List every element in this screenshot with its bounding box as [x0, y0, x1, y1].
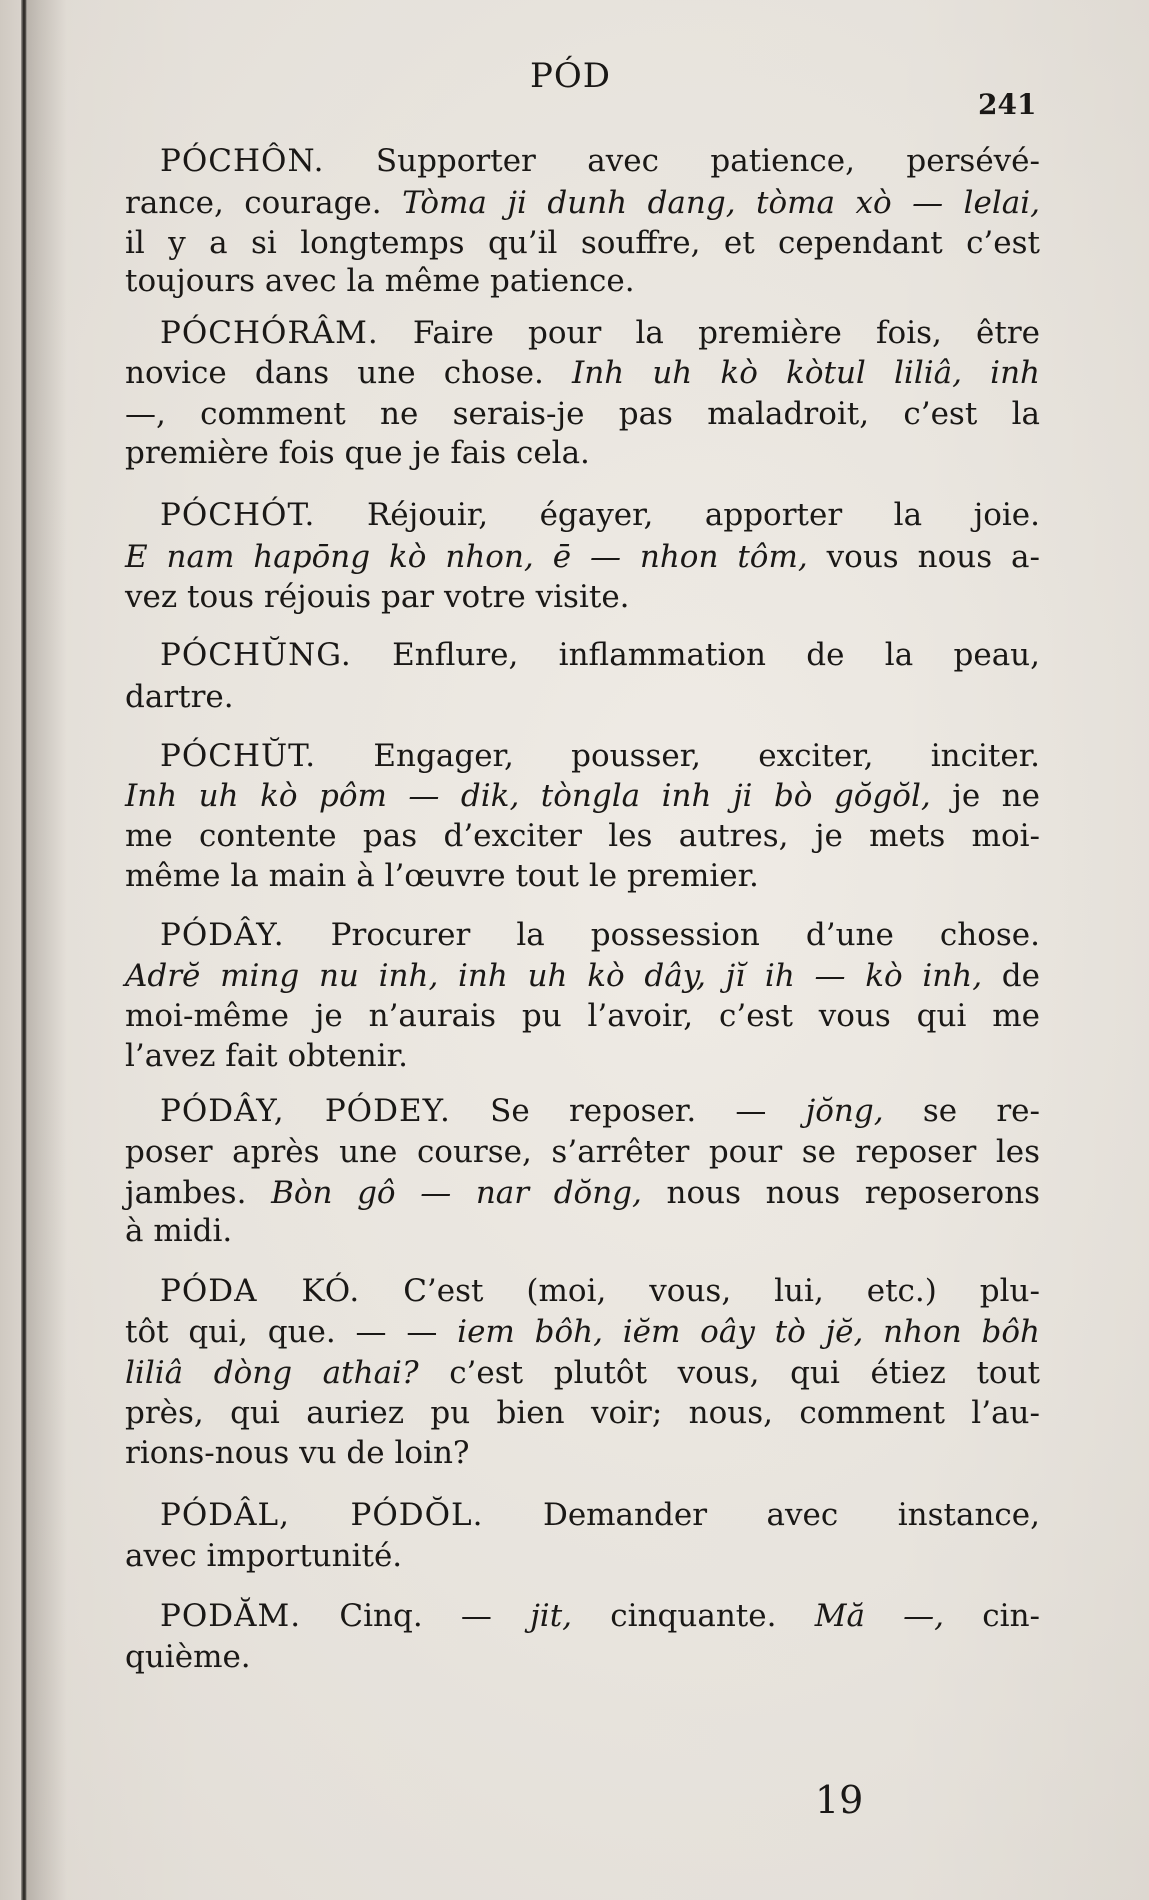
entry-headline — [160, 735, 1040, 777]
entry-line — [125, 222, 1040, 264]
headword: PÓDÂY. — [160, 917, 285, 953]
running-head: PÓD — [530, 56, 612, 96]
entry-headline — [160, 494, 1040, 536]
definition-text: Supporter avec patience, persévé- — [324, 143, 1040, 179]
entry-headline — [160, 914, 1040, 956]
headword: PODĂM. — [160, 1598, 302, 1634]
headword: PÓCHÔN. — [160, 143, 325, 179]
entry-line — [125, 393, 1040, 435]
definition-text: Procurer la possession d’une chose. — [284, 917, 1040, 953]
example-italic: E nam hapōng kò nhon, ē — nhon tôm, — [125, 539, 808, 575]
headword: PÓDA KÓ. — [160, 1273, 361, 1309]
definition-text: novice dans une chose. — [125, 355, 572, 391]
definition-text: je ne — [930, 778, 1040, 814]
definition-text: rions-nous vu de loin? — [125, 1435, 470, 1471]
definition-text: Enflure, inflammation de la peau, — [351, 637, 1040, 673]
page-number: 241 — [978, 88, 1037, 121]
entry-headline — [160, 312, 1040, 354]
definition-text: même la main à l’œuvre tout le premier. — [125, 858, 759, 894]
headword: PÓCHŬNG. — [160, 637, 352, 673]
entry-headline — [160, 1494, 1040, 1536]
example-italic: Inh uh kò kòtul liliâ, inh — [572, 355, 1040, 391]
definition-text: tôt qui, que. — — — [125, 1314, 458, 1350]
entry-headline — [160, 140, 1040, 182]
entry-line — [125, 576, 1040, 618]
definition-text: c’est plutôt vous, qui étiez tout — [418, 1355, 1040, 1391]
entry-headline — [160, 1090, 1040, 1132]
entry-line — [125, 1210, 1040, 1252]
definition-text: poser après une course, s’arrêter pour se reposer les — [125, 1134, 1040, 1170]
entry-line — [125, 352, 1040, 394]
definition-text: avec importunité. — [125, 1538, 403, 1574]
entry-line — [125, 815, 1040, 857]
definition-text: —, comment ne serais-je pas maladroit, c’est la — [125, 396, 1040, 432]
entry-line — [125, 1392, 1040, 1434]
definition-text: l’avez fait obtenir. — [125, 1038, 408, 1074]
definition-text: me contente pas d’exciter les autres, je mets moi- — [125, 818, 1040, 854]
entry-headline — [160, 1270, 1040, 1312]
definition-text: nous nous reposerons — [641, 1175, 1040, 1211]
definition-text: rance, courage. — [125, 185, 403, 221]
entry-line — [125, 855, 1040, 897]
definition-text: première fois que je fais cela. — [125, 435, 590, 471]
definition-text: quième. — [125, 1639, 251, 1675]
definition-text: se re- — [883, 1093, 1040, 1129]
gutter-shadow — [27, 0, 67, 1900]
entry-line — [125, 260, 1040, 302]
headword: PÓDÂY, PÓDEY. — [160, 1093, 451, 1129]
definition-text: Réjouir, égayer, apporter la joie. — [315, 497, 1040, 533]
definition-text: vez tous réjouis par votre visite. — [125, 579, 630, 615]
entry-line — [125, 1131, 1040, 1173]
facing-page-edge — [0, 0, 22, 1900]
entry-headline — [160, 1595, 1040, 1637]
entry-line — [125, 775, 1040, 817]
definition-text: cinquante. — [572, 1598, 815, 1634]
entry-line — [125, 432, 1040, 474]
entry-line — [125, 995, 1040, 1037]
example-italic: Adrĕ ming nu inh, inh uh kò dây, jĭ ih — kò inh, — [125, 958, 983, 994]
definition-text: C’est (moi, vous, lui, etc.) plu- — [360, 1273, 1040, 1309]
entry-line — [125, 1311, 1040, 1353]
example-italic: Inh uh kò pôm — dik, tòngla inh ji bò gŏgŏl, — [125, 778, 931, 814]
entry-headline — [160, 634, 1040, 676]
definition-text: Engager, pousser, exciter, inciter. — [316, 738, 1040, 774]
definition-text: près, qui auriez pu bien voir; nous, comment l’au- — [125, 1395, 1040, 1431]
example-italic: jŏng, — [805, 1093, 884, 1129]
entry-line — [125, 676, 1040, 718]
definition-text: moi-même je n’aurais pu l’avoir, c’est vous qui me — [125, 998, 1040, 1034]
definition-text: Se reposer. — — [450, 1093, 806, 1129]
definition-text: il y a si longtemps qu’il souffre, et cependant c’est — [125, 225, 1040, 261]
entry-line — [125, 1535, 1040, 1577]
entry-line — [125, 1352, 1040, 1394]
entry-line — [125, 1636, 1040, 1678]
definition-text: de — [982, 958, 1040, 994]
example-italic: liliâ dòng athai? — [125, 1355, 419, 1391]
headword: PÓCHÓT. — [160, 497, 316, 533]
entry-line — [125, 182, 1040, 224]
headword: PÓCHŬT. — [160, 738, 317, 774]
definition-text: jambes. — [125, 1175, 272, 1211]
definition-text: vous nous a- — [807, 539, 1040, 575]
headword: PÓDÂL, PÓDŎL. — [160, 1497, 484, 1533]
example-italic: jit, — [530, 1598, 573, 1634]
entry-line — [125, 1172, 1040, 1214]
entry-line — [125, 955, 1040, 997]
example-italic: Tòma ji dunh dang, tòma xò — lelai, — [402, 185, 1040, 221]
definition-text: Demander avec instance, — [483, 1497, 1040, 1533]
example-italic: Bòn gô — nar dŏng, — [271, 1175, 642, 1211]
entry-line — [125, 536, 1040, 578]
definition-text: toujours avec la même patience. — [125, 263, 635, 299]
example-italic: Mă —, — [814, 1598, 945, 1634]
definition-text: cin- — [944, 1598, 1041, 1634]
headword: PÓCHÓRÂM. — [160, 315, 379, 351]
definition-text: Faire pour la première fois, être — [378, 315, 1040, 351]
definition-text: à midi. — [125, 1213, 233, 1249]
signature-mark: 19 — [815, 1778, 864, 1822]
entry-line — [125, 1432, 1040, 1474]
definition-text: dartre. — [125, 679, 234, 715]
entry-line — [125, 1035, 1040, 1077]
example-italic: iem bôh, iĕm oây tò jĕ, nhon bôh — [457, 1314, 1040, 1350]
definition-text: Cinq. — — [301, 1598, 531, 1634]
